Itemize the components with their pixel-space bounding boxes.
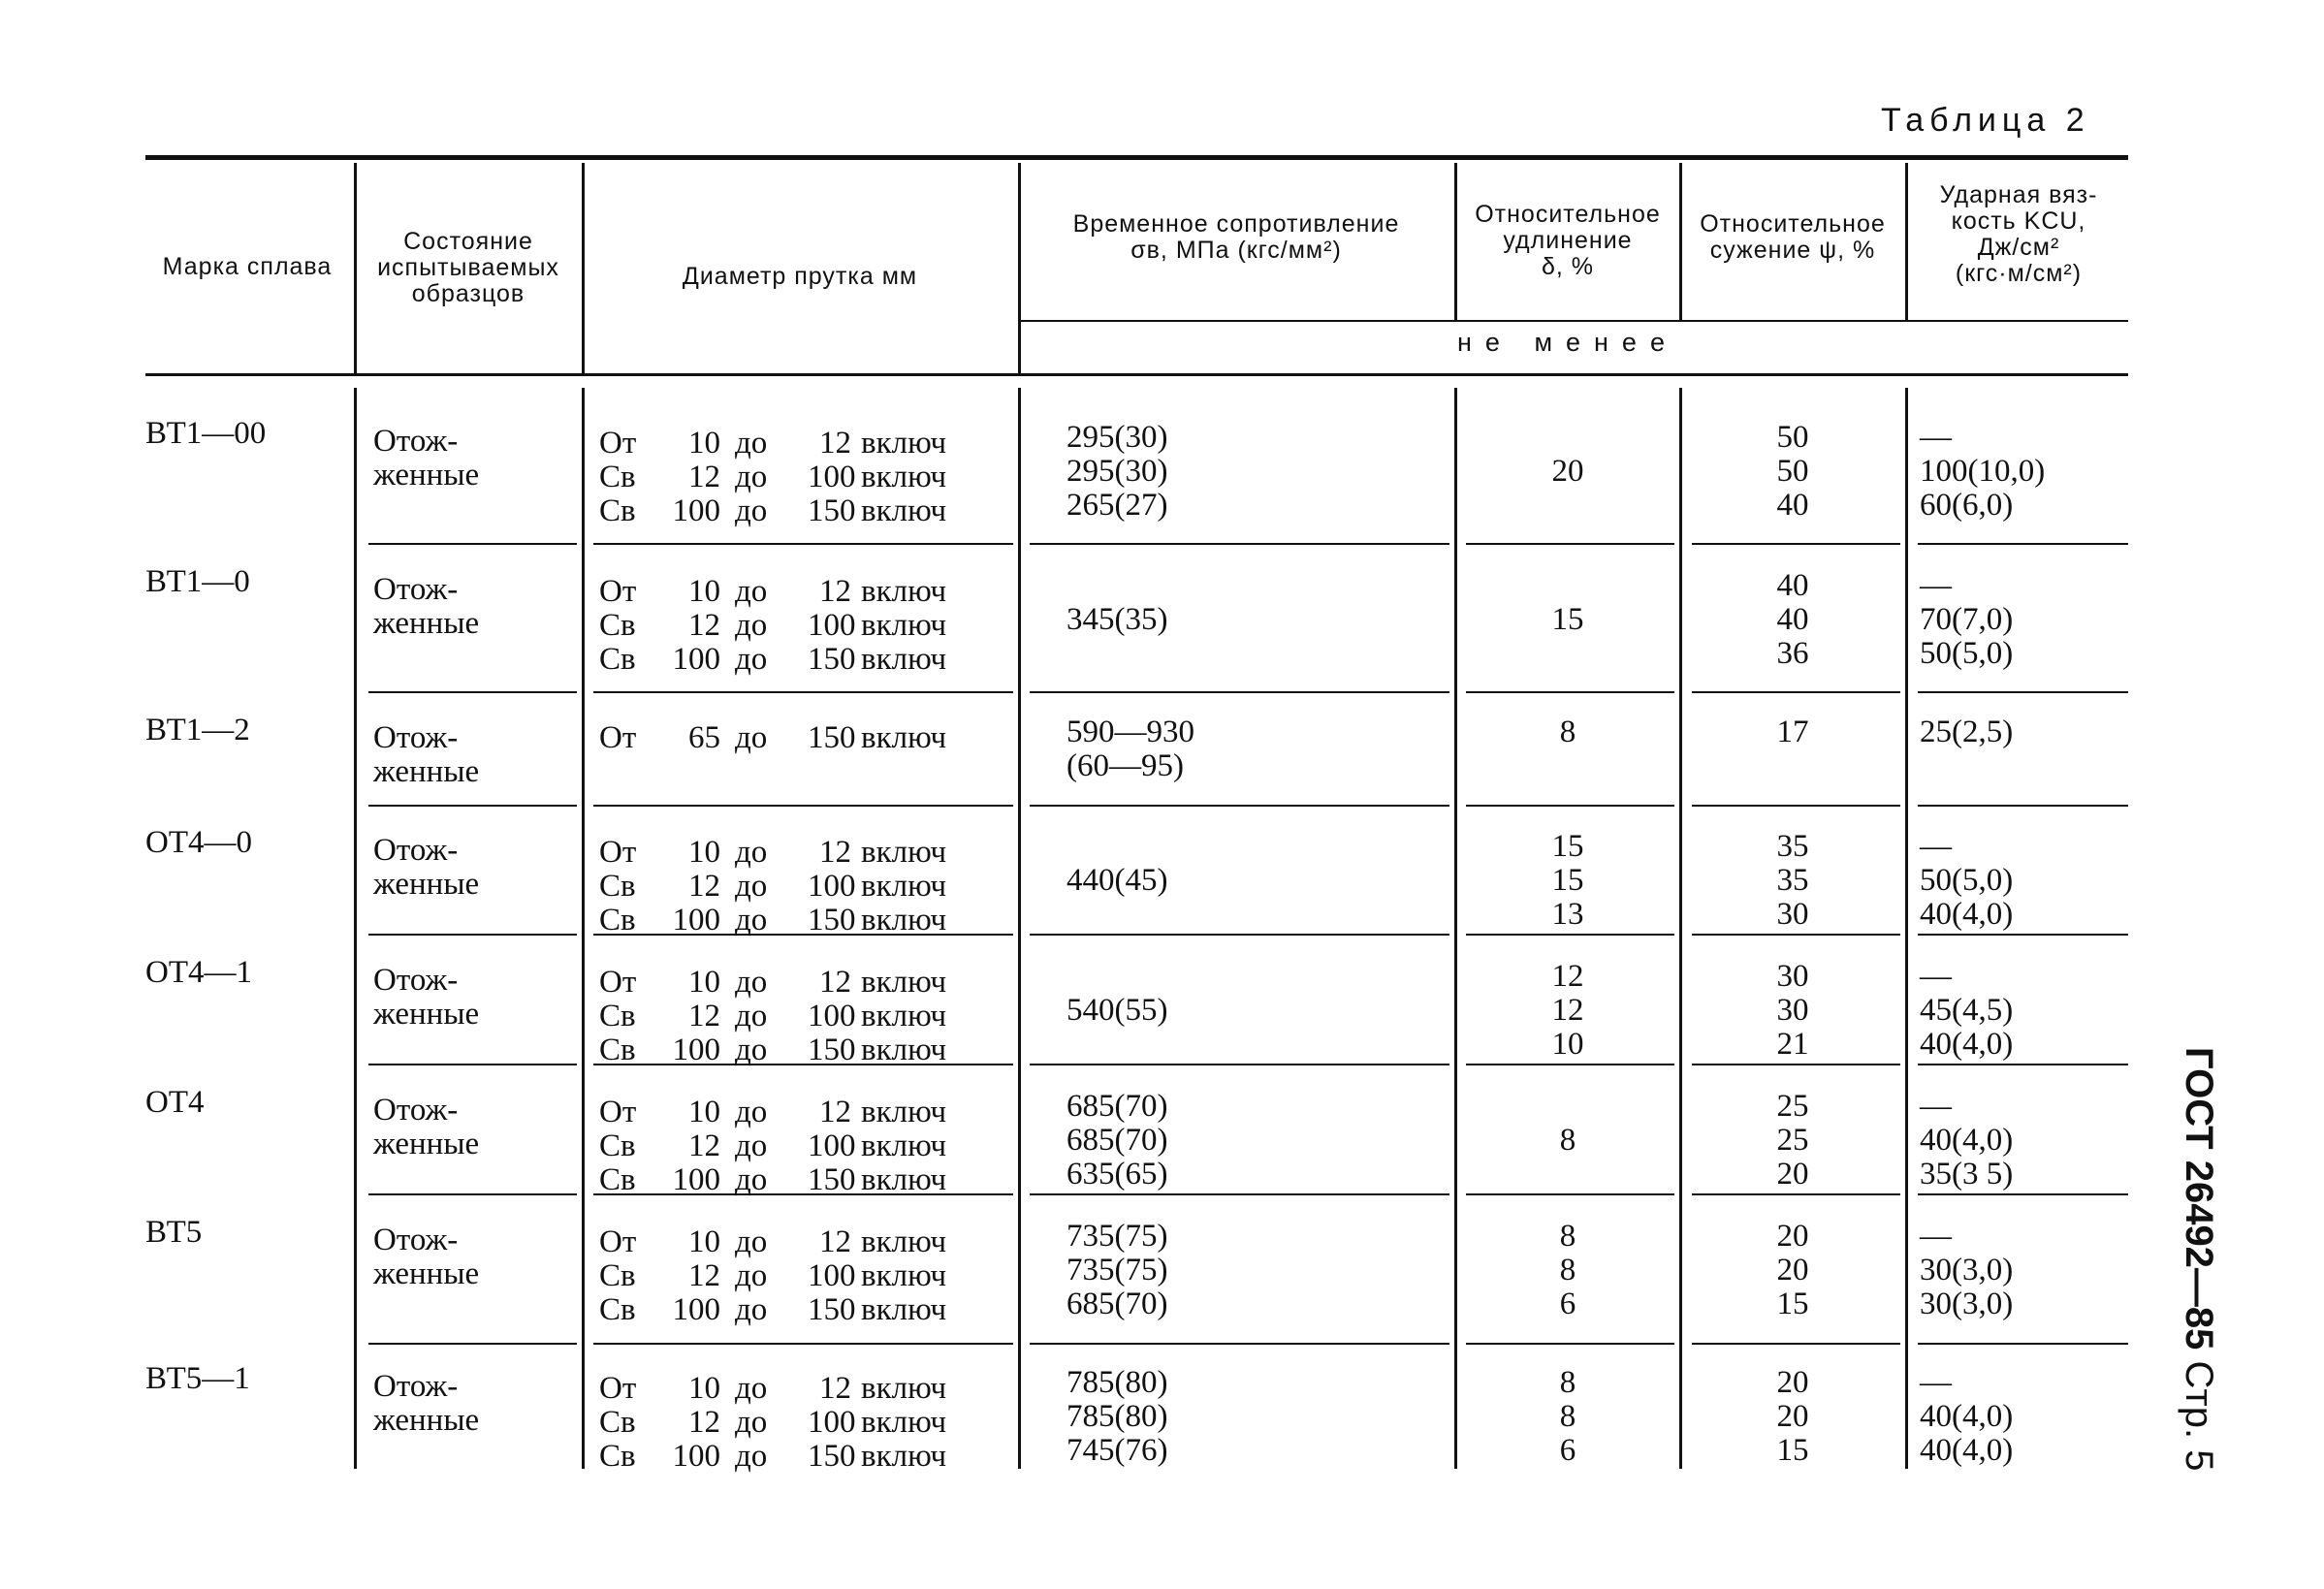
tensile-strength: 440(45)	[1066, 863, 1168, 898]
diameter-range-word: включ	[861, 999, 947, 1033]
row-separator	[1466, 543, 1674, 545]
row-separator	[1030, 1193, 1449, 1195]
diameter-range-word: 150	[808, 642, 856, 677]
diameter-range-word: От	[599, 720, 637, 755]
reduction-value: 20	[1776, 1219, 1809, 1254]
impact-value: 25(2,5)	[1920, 715, 2014, 749]
impact-value: 70(7,0)	[1920, 602, 2014, 637]
diameter-range-word: до	[735, 869, 768, 904]
diameter-range-word: 100	[672, 1439, 720, 1474]
reduction-value: 20	[1776, 1253, 1809, 1287]
alloy-grade: ВТ5—1	[145, 1361, 250, 1396]
header-state-line: испытываемых	[377, 254, 559, 281]
row-separator	[1030, 543, 1449, 545]
tensile-strength: 685(70)	[1066, 1089, 1168, 1124]
row-separator	[368, 805, 577, 807]
row-separator	[1692, 691, 1900, 693]
header-elongation-line: удлинение	[1503, 227, 1633, 254]
col-divider	[1679, 388, 1682, 1469]
diameter-range-word: включ	[861, 608, 947, 643]
diameter-range-word: 100	[808, 460, 856, 494]
header-diameter: Диаметр прутка мм	[682, 263, 918, 290]
tensile-strength: 295(30)	[1066, 454, 1168, 489]
reduction-value: 20	[1776, 1157, 1809, 1192]
elongation-value: 6	[1559, 1287, 1576, 1321]
row-separator	[1030, 805, 1449, 807]
header-impact-line: (кгс·м/см²)	[1955, 260, 2083, 287]
row-separator	[1918, 691, 2128, 693]
reduction-value: 30	[1776, 959, 1809, 994]
reduction-value: 50	[1776, 420, 1809, 455]
row-separator	[1030, 1064, 1449, 1065]
diameter-range-word: Св	[599, 460, 636, 494]
row-separator	[1692, 934, 1900, 936]
elongation-value: 8	[1559, 715, 1576, 749]
alloy-grade: ВТ5	[145, 1215, 203, 1250]
diameter-range-word: включ	[861, 1095, 947, 1129]
diameter-range-word: до	[735, 574, 768, 609]
reduction-value: 35	[1776, 829, 1809, 864]
diameter-range-word: включ	[861, 1033, 947, 1067]
specimen-state: женные	[373, 458, 480, 493]
diameter-range-word: до	[735, 1095, 768, 1129]
tensile-strength: 735(75)	[1066, 1219, 1168, 1254]
diameter-range-word: до	[735, 426, 768, 461]
reduction-value: 40	[1776, 602, 1809, 637]
diameter-range-word: включ	[861, 1405, 947, 1440]
reduction-value: 40	[1776, 488, 1809, 523]
diameter-range-word: Св	[599, 1033, 636, 1067]
impact-value: —	[1920, 568, 1952, 603]
gost-code: ГОСТ 26492—85	[2178, 1047, 2220, 1351]
alloy-grade: ОТ4—1	[145, 955, 252, 990]
diameter-range-word: включ	[861, 460, 947, 494]
diameter-range-word: до	[735, 1439, 768, 1474]
reduction-value: 25	[1776, 1123, 1809, 1158]
diameter-range-word: От	[599, 835, 637, 870]
reduction-value: 40	[1776, 568, 1809, 603]
diameter-range-word: включ	[861, 1128, 947, 1163]
col-divider	[582, 388, 585, 1469]
diameter-range-word: 100	[808, 1128, 856, 1163]
row-separator	[593, 934, 1013, 936]
row-separator	[1466, 691, 1674, 693]
row-separator	[1692, 1064, 1900, 1065]
diameter-range-word: до	[735, 1371, 768, 1406]
row-separator	[1692, 1193, 1900, 1195]
diameter-range-word: 150	[808, 1439, 856, 1474]
side-label	[2177, 1047, 2220, 1472]
tensile-strength: 735(75)	[1066, 1253, 1168, 1287]
specimen-state: женные	[373, 606, 480, 641]
reduction-value: 21	[1776, 1027, 1809, 1062]
diameter-range-word: От	[599, 1224, 637, 1259]
elongation-value: 20	[1551, 454, 1584, 489]
diameter-range-word: 150	[808, 1033, 856, 1067]
diameter-range-word: 100	[672, 903, 720, 938]
alloy-grade: ОТ4—0	[145, 825, 252, 860]
diameter-range-word: 12	[688, 608, 720, 643]
diameter-range-word: Св	[599, 1162, 636, 1197]
col-divider	[582, 163, 585, 374]
diameter-range-word: Св	[599, 642, 636, 677]
row-separator	[593, 1064, 1013, 1065]
tensile-strength: 785(80)	[1066, 1399, 1168, 1434]
header-sub-rule	[1020, 320, 2128, 322]
reduction-value: 35	[1776, 863, 1809, 898]
impact-value: 30(3,0)	[1920, 1287, 2014, 1321]
diameter-range-word: От	[599, 1371, 637, 1406]
page-label: Стр.	[2178, 1360, 2220, 1440]
diameter-range-word: От	[599, 426, 637, 461]
tensile-strength: 745(76)	[1066, 1433, 1168, 1468]
specimen-state: женные	[373, 754, 480, 789]
diameter-range-word: Св	[599, 1439, 636, 1474]
row-separator	[368, 1343, 577, 1345]
row-separator	[1466, 1193, 1674, 1195]
diameter-range-word: 12	[819, 965, 851, 1000]
diameter-range-word: до	[735, 1162, 768, 1197]
diameter-range-word: включ	[861, 1258, 947, 1293]
diameter-range-word: 150	[808, 903, 856, 938]
diameter-range-word: Св	[599, 1128, 636, 1163]
elongation-value: 15	[1551, 863, 1584, 898]
specimen-state: женные	[373, 867, 480, 902]
diameter-range-word: 100	[808, 869, 856, 904]
specimen-state: Отож-	[373, 963, 459, 998]
diameter-range-word: до	[735, 965, 768, 1000]
row-separator	[1466, 805, 1674, 807]
elongation-value: 8	[1559, 1365, 1576, 1400]
impact-value: 40(4,0)	[1920, 1123, 2014, 1158]
diameter-range-word: 100	[672, 493, 720, 528]
tensile-strength: 590—930	[1066, 715, 1194, 749]
col-divider	[354, 388, 357, 1469]
specimen-state: Отож-	[373, 720, 459, 755]
elongation-value: 6	[1559, 1433, 1576, 1468]
header-impact-line: Ударная вяз-	[1939, 181, 2098, 208]
diameter-range-word: до	[735, 720, 768, 755]
diameter-range-word: 10	[688, 426, 720, 461]
alloy-grade: ВТ1—00	[145, 416, 267, 451]
row-separator	[1466, 1343, 1674, 1345]
impact-value: —	[1920, 959, 1952, 994]
diameter-range-word: включ	[861, 426, 947, 461]
elongation-value: 15	[1551, 829, 1584, 864]
specimen-state: Отож-	[373, 572, 459, 607]
row-separator	[1466, 934, 1674, 936]
row-separator	[368, 934, 577, 936]
impact-value: 60(6,0)	[1920, 488, 2014, 523]
diameter-range-word: 150	[808, 1162, 856, 1197]
specimen-state: Отож-	[373, 833, 459, 868]
impact-value: —	[1920, 1089, 1952, 1124]
alloy-grade: ВТ1—0	[145, 564, 250, 599]
diameter-range-word: включ	[861, 835, 947, 870]
header-grade: Марка сплава	[162, 253, 333, 280]
header-state-line: Состояние	[403, 228, 533, 255]
diameter-range-word: 12	[819, 574, 851, 609]
diameter-range-word: включ	[861, 493, 947, 528]
diameter-range-word: Св	[599, 1292, 636, 1327]
diameter-range-word: до	[735, 1258, 768, 1293]
diameter-range-word: 12	[688, 869, 720, 904]
impact-value: 45(4,5)	[1920, 993, 2014, 1028]
diameter-range-word: до	[735, 642, 768, 677]
row-separator	[593, 1343, 1013, 1345]
header-reduction-line: сужение ψ, %	[1709, 237, 1876, 264]
impact-value: —	[1920, 420, 1952, 455]
diameter-range-word: включ	[861, 574, 947, 609]
row-separator	[1918, 1193, 2128, 1195]
diameter-range-word: включ	[861, 1439, 947, 1474]
diameter-range-word: 150	[808, 493, 856, 528]
reduction-value: 30	[1776, 993, 1809, 1028]
tensile-strength: 685(70)	[1066, 1287, 1168, 1321]
elongation-value: 8	[1559, 1399, 1576, 1434]
diameter-range-word: 12	[688, 460, 720, 494]
elongation-value: 12	[1551, 959, 1584, 994]
row-separator	[593, 1193, 1013, 1195]
diameter-range-word: включ	[861, 869, 947, 904]
diameter-range-word: включ	[861, 720, 947, 755]
diameter-range-word: до	[735, 493, 768, 528]
row-separator	[593, 805, 1013, 807]
diameter-range-word: до	[735, 460, 768, 494]
diameter-range-word: 12	[688, 1128, 720, 1163]
header-tensile-line: σв, МПа (кгс/мм²)	[1130, 237, 1342, 264]
header-state-line: образцов	[411, 280, 525, 307]
elongation-value: 8	[1559, 1253, 1576, 1287]
header-elongation	[1457, 202, 1678, 280]
impact-value: 40(4,0)	[1920, 1027, 2014, 1062]
diameter-range-word: включ	[861, 965, 947, 1000]
diameter-range-word: От	[599, 965, 637, 1000]
tensile-strength: 345(35)	[1066, 602, 1168, 637]
diameter-range-word: включ	[861, 642, 947, 677]
diameter-range-word: включ	[861, 1224, 947, 1259]
row-separator	[1466, 1064, 1674, 1065]
diameter-range-word: до	[735, 1128, 768, 1163]
diameter-range-word: до	[735, 835, 768, 870]
impact-value: 40(4,0)	[1920, 1433, 2014, 1468]
col-divider	[1018, 388, 1021, 1469]
diameter-range-word: Св	[599, 493, 636, 528]
header-tensile-line: Временное сопротивление	[1072, 210, 1400, 238]
header-tensile	[1023, 211, 1449, 264]
diameter-range-word: От	[599, 1095, 637, 1129]
tensile-strength: 785(80)	[1066, 1365, 1168, 1400]
specimen-state: Отож-	[373, 424, 459, 459]
col-divider	[1454, 388, 1457, 1469]
diameter-range-word: 12	[819, 426, 851, 461]
diameter-range-word: 100	[808, 999, 856, 1033]
header-impact-line: кость KCU,	[1951, 207, 2086, 235]
reduction-value: 15	[1776, 1287, 1809, 1321]
row-separator	[593, 543, 1013, 545]
header-elongation-line: δ, %	[1541, 253, 1595, 280]
header-elongation-line: Относительное	[1475, 201, 1661, 228]
specimen-state: женные	[373, 1403, 480, 1438]
diameter-range-word: 150	[808, 1292, 856, 1327]
tensile-strength: 265(27)	[1066, 488, 1168, 523]
row-separator	[368, 543, 577, 545]
reduction-value: 36	[1776, 636, 1809, 671]
specimen-state: Отож-	[373, 1369, 459, 1404]
reduction-value: 15	[1776, 1433, 1809, 1468]
elongation-value: 13	[1551, 897, 1584, 932]
impact-value: 50(5,0)	[1920, 636, 2014, 671]
reduction-value: 20	[1776, 1365, 1809, 1400]
header-reduction-line: Относительное	[1700, 210, 1886, 238]
row-separator	[1918, 934, 2128, 936]
diameter-range-word: 10	[688, 835, 720, 870]
row-separator	[593, 691, 1013, 693]
impact-value: —	[1920, 829, 1952, 864]
reduction-value: 25	[1776, 1089, 1809, 1124]
elongation-value: 10	[1551, 1027, 1584, 1062]
diameter-range-word: 65	[688, 720, 720, 755]
impact-value: 40(4,0)	[1920, 1399, 2014, 1434]
diameter-range-word: включ	[861, 903, 947, 938]
elongation-value: 8	[1559, 1123, 1576, 1158]
diameter-range-word: 12	[819, 1371, 851, 1406]
not-less-label: не менее	[1457, 328, 1678, 357]
diameter-range-word: 10	[688, 965, 720, 1000]
reduction-value: 20	[1776, 1399, 1809, 1434]
diameter-range-word: 12	[688, 1405, 720, 1440]
diameter-range-word: Св	[599, 1258, 636, 1293]
reduction-value: 50	[1776, 454, 1809, 489]
diameter-range-word: От	[599, 574, 637, 609]
page-number: 5	[2178, 1449, 2220, 1472]
diameter-range-word: Св	[599, 999, 636, 1033]
row-separator	[368, 691, 577, 693]
alloy-grade: ОТ4	[145, 1085, 205, 1120]
row-separator	[1030, 691, 1449, 693]
diameter-range-word: 10	[688, 1095, 720, 1129]
top-rule	[145, 155, 2128, 160]
row-separator	[1692, 805, 1900, 807]
specimen-state: женные	[373, 1256, 480, 1291]
diameter-range-word: 12	[688, 999, 720, 1033]
row-separator	[1918, 543, 2128, 545]
reduction-value: 30	[1776, 897, 1809, 932]
row-separator	[1692, 543, 1900, 545]
impact-value: 100(10,0)	[1920, 454, 2046, 489]
header-impact-line: Дж/см²	[1977, 234, 2060, 261]
diameter-range-word: 100	[672, 642, 720, 677]
row-separator	[368, 1064, 577, 1065]
diameter-range-word: до	[735, 1224, 768, 1259]
header-state	[357, 229, 580, 307]
diameter-range-word: 12	[819, 1224, 851, 1259]
tensile-strength: 295(30)	[1066, 420, 1168, 455]
row-separator	[1918, 1064, 2128, 1065]
alloy-grade: ВТ1—2	[145, 713, 250, 747]
row-separator	[1918, 805, 2128, 807]
header-bottom-rule	[145, 373, 2128, 376]
diameter-range-word: до	[735, 608, 768, 643]
diameter-range-word: 100	[672, 1162, 720, 1197]
diameter-range-word: 12	[819, 1095, 851, 1129]
row-separator	[1030, 934, 1449, 936]
reduction-value: 17	[1776, 715, 1809, 749]
diameter-range-word: 100	[672, 1292, 720, 1327]
tensile-strength: 540(55)	[1066, 993, 1168, 1028]
diameter-range-word: 10	[688, 1224, 720, 1259]
diameter-range-word: 10	[688, 574, 720, 609]
specimen-state: Отож-	[373, 1223, 459, 1257]
header-reduction	[1682, 211, 1903, 264]
diameter-range-word: 100	[672, 1033, 720, 1067]
row-separator	[1030, 1343, 1449, 1345]
tensile-strength: 685(70)	[1066, 1123, 1168, 1158]
tensile-strength: (60—95)	[1066, 748, 1184, 783]
table-title: Таблица 2	[1881, 102, 2090, 139]
impact-value: 50(5,0)	[1920, 863, 2014, 898]
diameter-range-word: до	[735, 1292, 768, 1327]
specimen-state: женные	[373, 997, 480, 1032]
diameter-range-word: включ	[861, 1162, 947, 1197]
row-separator	[368, 1193, 577, 1195]
header-impact	[1908, 182, 2129, 287]
diameter-range-word: 12	[819, 835, 851, 870]
diameter-range-word: 12	[688, 1258, 720, 1293]
diameter-range-word: Св	[599, 869, 636, 904]
diameter-range-word: 100	[808, 1405, 856, 1440]
diameter-range-word: до	[735, 999, 768, 1033]
diameter-range-word: 150	[808, 720, 856, 755]
specimen-state: Отож-	[373, 1093, 459, 1128]
impact-value: 30(3,0)	[1920, 1253, 2014, 1287]
elongation-value: 15	[1551, 602, 1584, 637]
diameter-range-word: 100	[808, 1258, 856, 1293]
impact-value: —	[1920, 1219, 1952, 1254]
diameter-range-word: 100	[808, 608, 856, 643]
diameter-range-word: Св	[599, 903, 636, 938]
impact-value: 35(3 5)	[1920, 1157, 2014, 1192]
diameter-range-word: Св	[599, 1405, 636, 1440]
elongation-value: 12	[1551, 993, 1584, 1028]
diameter-range-word: до	[735, 903, 768, 938]
elongation-value: 8	[1559, 1219, 1576, 1254]
diameter-range-word: включ	[861, 1292, 947, 1327]
diameter-range-word: включ	[861, 1371, 947, 1406]
row-separator	[1918, 1343, 2128, 1345]
impact-value: 40(4,0)	[1920, 897, 2014, 932]
impact-value: —	[1920, 1365, 1952, 1400]
specimen-state: женные	[373, 1127, 480, 1161]
row-separator	[1692, 1343, 1900, 1345]
diameter-range-word: до	[735, 1033, 768, 1067]
tensile-strength: 635(65)	[1066, 1157, 1168, 1192]
diameter-range-word: 10	[688, 1371, 720, 1406]
diameter-range-word: Св	[599, 608, 636, 643]
col-divider	[1905, 388, 1908, 1469]
diameter-range-word: до	[735, 1405, 768, 1440]
